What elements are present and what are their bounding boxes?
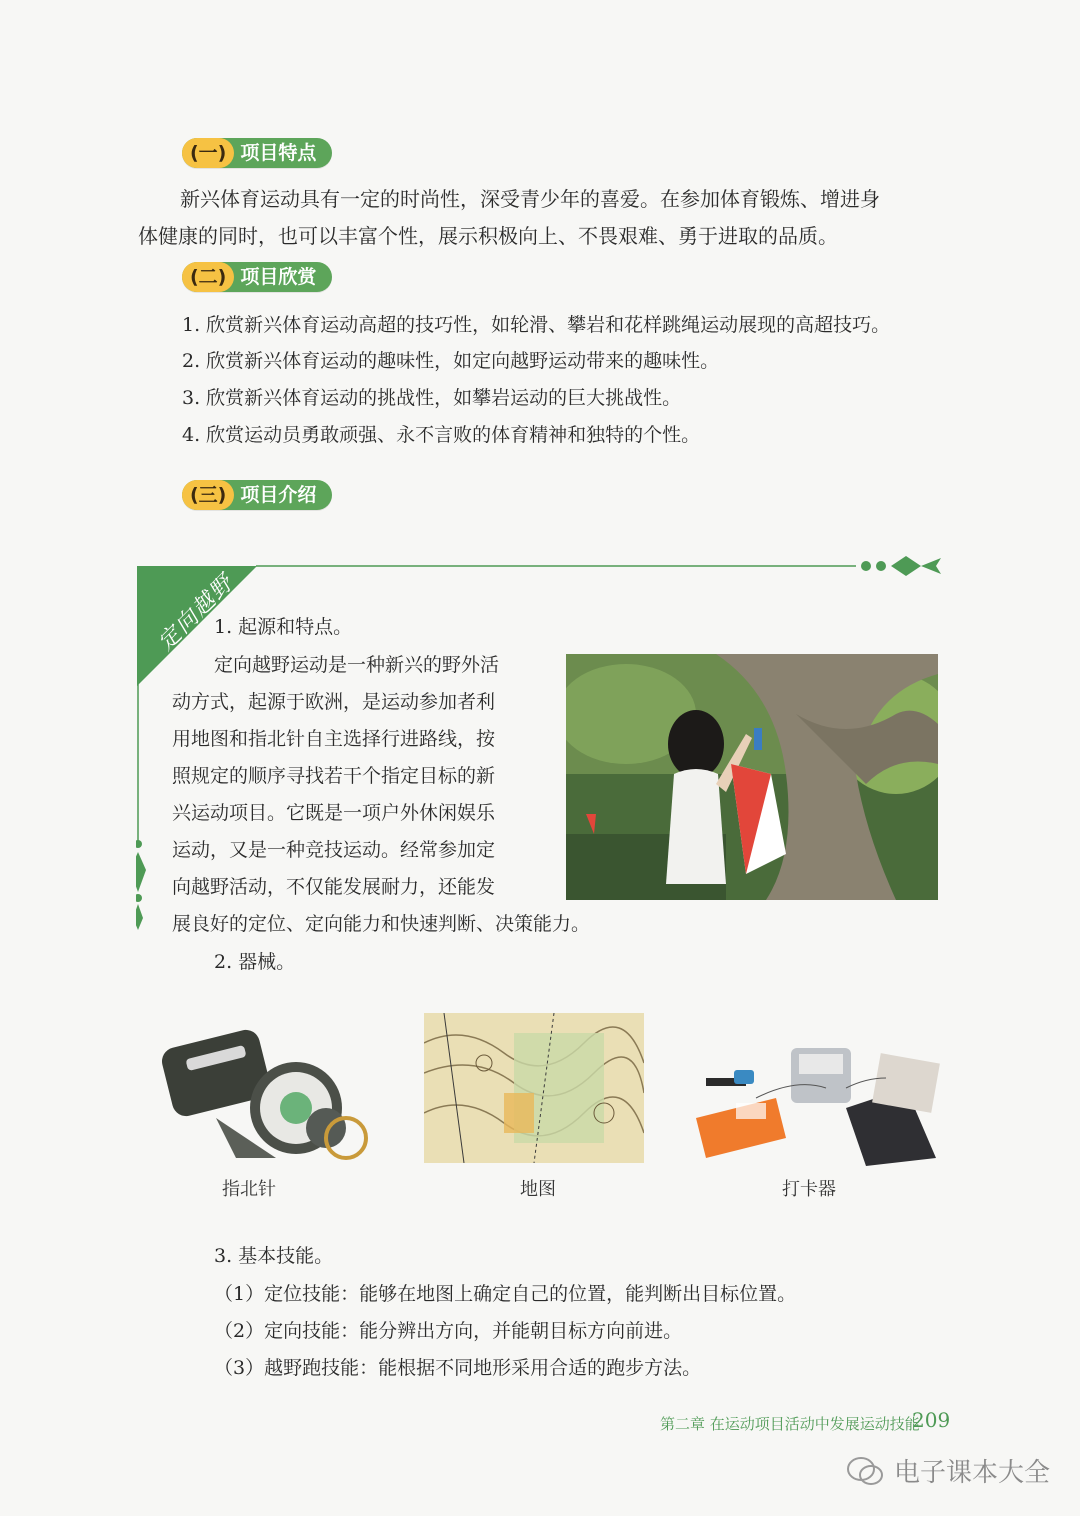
origin-line: 照规定的顺序寻找若干个指定目标的新 [172,765,496,787]
appreciation-item: 4. 欣赏运动员勇敢顽强、永不言败的体育精神和独特的个性。 [182,424,701,446]
appreciation-item: 3. 欣赏新兴体育运动的挑战性，如攀岩运动的巨大挑战性。 [182,387,682,409]
map-image [424,1013,644,1163]
origin-line: 定向越野运动是一种新兴的野外活 [214,654,500,676]
caption-map: 地图 [520,1179,556,1200]
section-title: 项目特点 [240,142,317,164]
section-pill-appreciation [182,262,332,292]
section-number: (二) [182,262,234,292]
chat-icon [846,1455,884,1487]
page-number: 209 [912,1408,951,1432]
compass-image [156,1018,378,1168]
origin-line: 展良好的定位、定向能力和快速判断、决策能力。 [172,913,591,935]
skill-item: （3）越野跑技能：能根据不同地形采用合适的跑步方法。 [214,1357,702,1379]
section-title: 项目介绍 [240,484,317,506]
section-number: (三) [182,480,234,510]
watermark-text: 电子课本大全 [894,1458,1051,1488]
section-title: 项目欣赏 [240,266,317,288]
caption-compass: 指北针 [222,1179,276,1200]
punch-device-image [676,1018,946,1166]
watermark [846,1452,1050,1489]
appreciation-item: 1. 欣赏新兴体育运动高超的技巧性，如轮滑、攀岩和花样跳绳运动展现的高超技巧。 [182,314,891,336]
origin-line: 向越野活动，不仅能发展耐力，还能发 [172,876,496,898]
origin-heading: 1. 起源和特点。 [214,616,353,638]
equipment-heading: 2. 器械。 [214,951,296,973]
section-pill-introduction [182,480,332,510]
features-line-2: 体健康的同时，也可以丰富个性，展示积极向上、不畏艰难、勇于进取的品质。 [138,224,838,248]
origin-line: 用地图和指北针自主选择行进路线，按 [172,728,496,750]
ornament-icon [861,556,941,576]
chapter-title: 第二章 在运动项目活动中发展运动技能 [660,1415,920,1433]
skill-item: （2）定向技能：能分辨出方向，并能朝目标方向前进。 [214,1320,683,1342]
ornament-icon [136,840,146,930]
skills-heading: 3. 基本技能。 [214,1245,334,1267]
skill-item: （1）定位技能：能够在地图上确定自己的位置，能判断出目标位置。 [214,1283,797,1305]
orienteering-photo [566,654,938,900]
section-number: (一) [182,138,234,168]
topic-banner-label: 定向越野 [153,570,240,656]
section-pill-features [182,138,332,168]
origin-line: 动方式，起源于欧洲，是运动参加者利 [172,691,496,713]
origin-line: 兴运动项目。它既是一项户外休闲娱乐 [172,802,496,824]
appreciation-item: 2. 欣赏新兴体育运动的趣味性，如定向越野运动带来的趣味性。 [182,350,720,372]
features-line-1: 新兴体育运动具有一定的时尚性，深受青少年的喜爱。在参加体育锻炼、增进身 [180,187,880,211]
origin-line: 运动，又是一种竞技运动。经常参加定 [172,839,496,861]
caption-punch-device: 打卡器 [782,1179,836,1200]
